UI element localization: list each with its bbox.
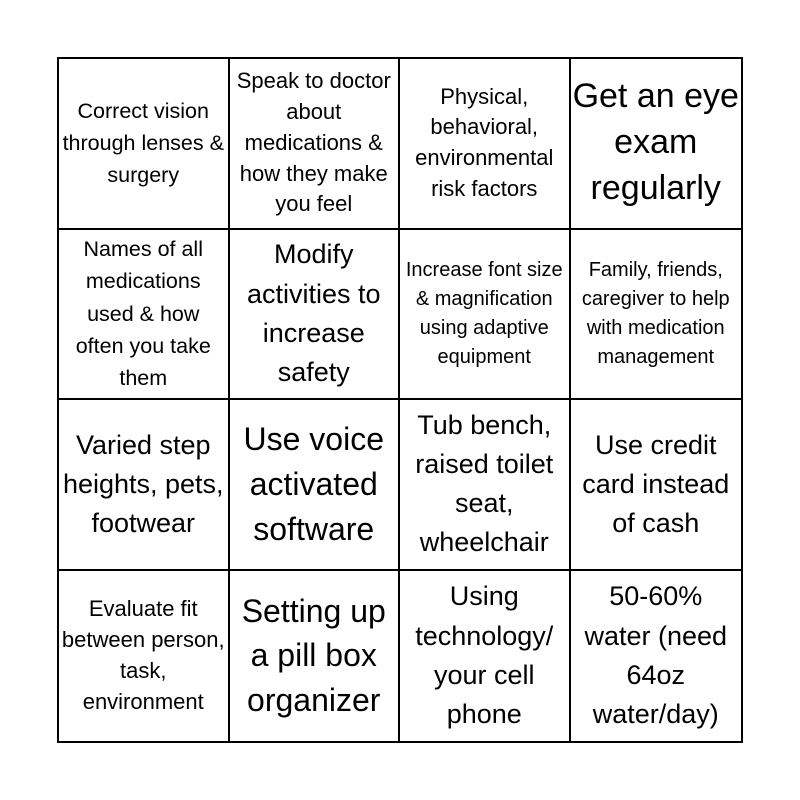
cell-text: Speak to doctor about medications & how they make you feel <box>236 68 391 217</box>
bingo-cell[interactable] <box>571 230 742 401</box>
cell-text: Evaluate fit between person, task, environment <box>61 596 225 714</box>
cell-text: 50-60% water (need 64oz water/day) <box>584 581 728 729</box>
bingo-cell[interactable] <box>59 59 230 230</box>
bingo-cell[interactable] <box>230 59 401 230</box>
cell-text: Setting up a pill box organizer <box>241 592 386 719</box>
cell-text: Physical, behavioral, environmental risk factors <box>415 83 554 202</box>
cell-text: Get an eye exam regularly <box>572 77 739 208</box>
bingo-cell[interactable] <box>571 400 742 571</box>
bingo-board <box>57 57 743 743</box>
cell-text: Modify activities to increase safety <box>246 239 381 387</box>
bingo-cell[interactable] <box>400 230 571 401</box>
cell-text: Tub bench, raised toilet seat, wheelchair <box>415 409 554 558</box>
bingo-cell[interactable] <box>230 571 401 742</box>
cell-text: Family, friends, caregiver to help with medication management <box>581 258 730 368</box>
bingo-cell[interactable] <box>400 571 571 742</box>
cell-text: Names of all medications used & how often you take them <box>75 237 211 391</box>
cell-text: Using technology/ your cell phone <box>415 581 554 729</box>
bingo-cell[interactable] <box>400 59 571 230</box>
cell-text: Increase font size & magnification using adaptive equipment <box>405 258 563 368</box>
bingo-cell[interactable] <box>59 571 230 742</box>
bingo-cell[interactable] <box>59 230 230 401</box>
cell-text: Correct vision through lenses & surgery <box>62 98 224 188</box>
bingo-cell[interactable] <box>59 400 230 571</box>
bingo-cell[interactable] <box>571 59 742 230</box>
bingo-cell[interactable] <box>230 400 401 571</box>
bingo-cell[interactable] <box>400 400 571 571</box>
cell-text: Use voice activated software <box>243 421 384 547</box>
cell-text: Use credit card instead of cash <box>582 429 730 538</box>
cell-text: Varied step heights, pets, footwear <box>62 429 224 538</box>
bingo-cell[interactable] <box>230 230 401 401</box>
bingo-cell[interactable] <box>571 571 742 742</box>
